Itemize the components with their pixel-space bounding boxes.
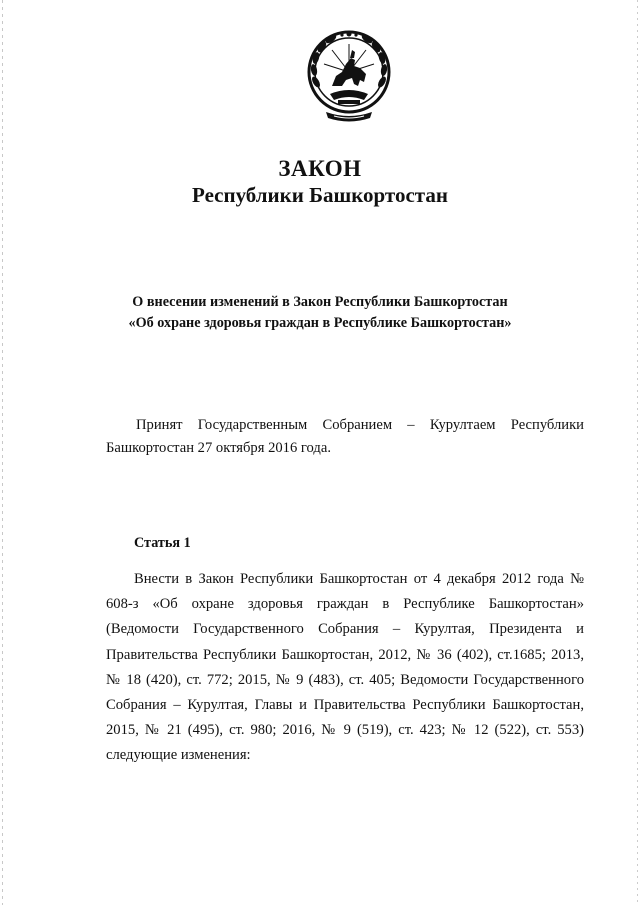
adoption-statement: Принят Государственным Собранием – Курултаем Республики Башкортостан 27 октября 2016 года. (106, 417, 584, 456)
law-name-line-1: О внесении изменений в Закон Республики Башкортостан (132, 294, 508, 310)
document-subtitle: Республики Башкортостан (192, 183, 448, 207)
law-name-line-2: «Об охране здоровья граждан в Республике Башкортостан» (128, 315, 512, 331)
law-name (0, 292, 640, 334)
scan-edge-left (2, 0, 3, 905)
document-title: ЗАКОН (278, 156, 362, 181)
article-heading: Статья 1 (134, 535, 191, 551)
article-body-text: Внести в Закон Республики Башкортостан от 4 декабря 2012 года № 608-з «Об охране здоровья граждан в Республике Башкортостан» (Ведомости Государственного Собрания – Курултая, Президента и Правительства Республики Башкортостан, 2012, № 36 (402), ст.1685; 2013, № 18 (420), ст. 772; 2015, № 9 (483), ст. 405; Ведомости Государственного Собрания – Курултая, Главы и Правительства Республики Башкортостан, 2015, № 21 (495), ст. 980; 2016, № 9 (519), ст. 423; № 12 (522), ст. 553) следующие изменения: (106, 571, 584, 764)
coat-of-arms-icon (302, 20, 396, 130)
scan-edge-right (637, 0, 638, 905)
